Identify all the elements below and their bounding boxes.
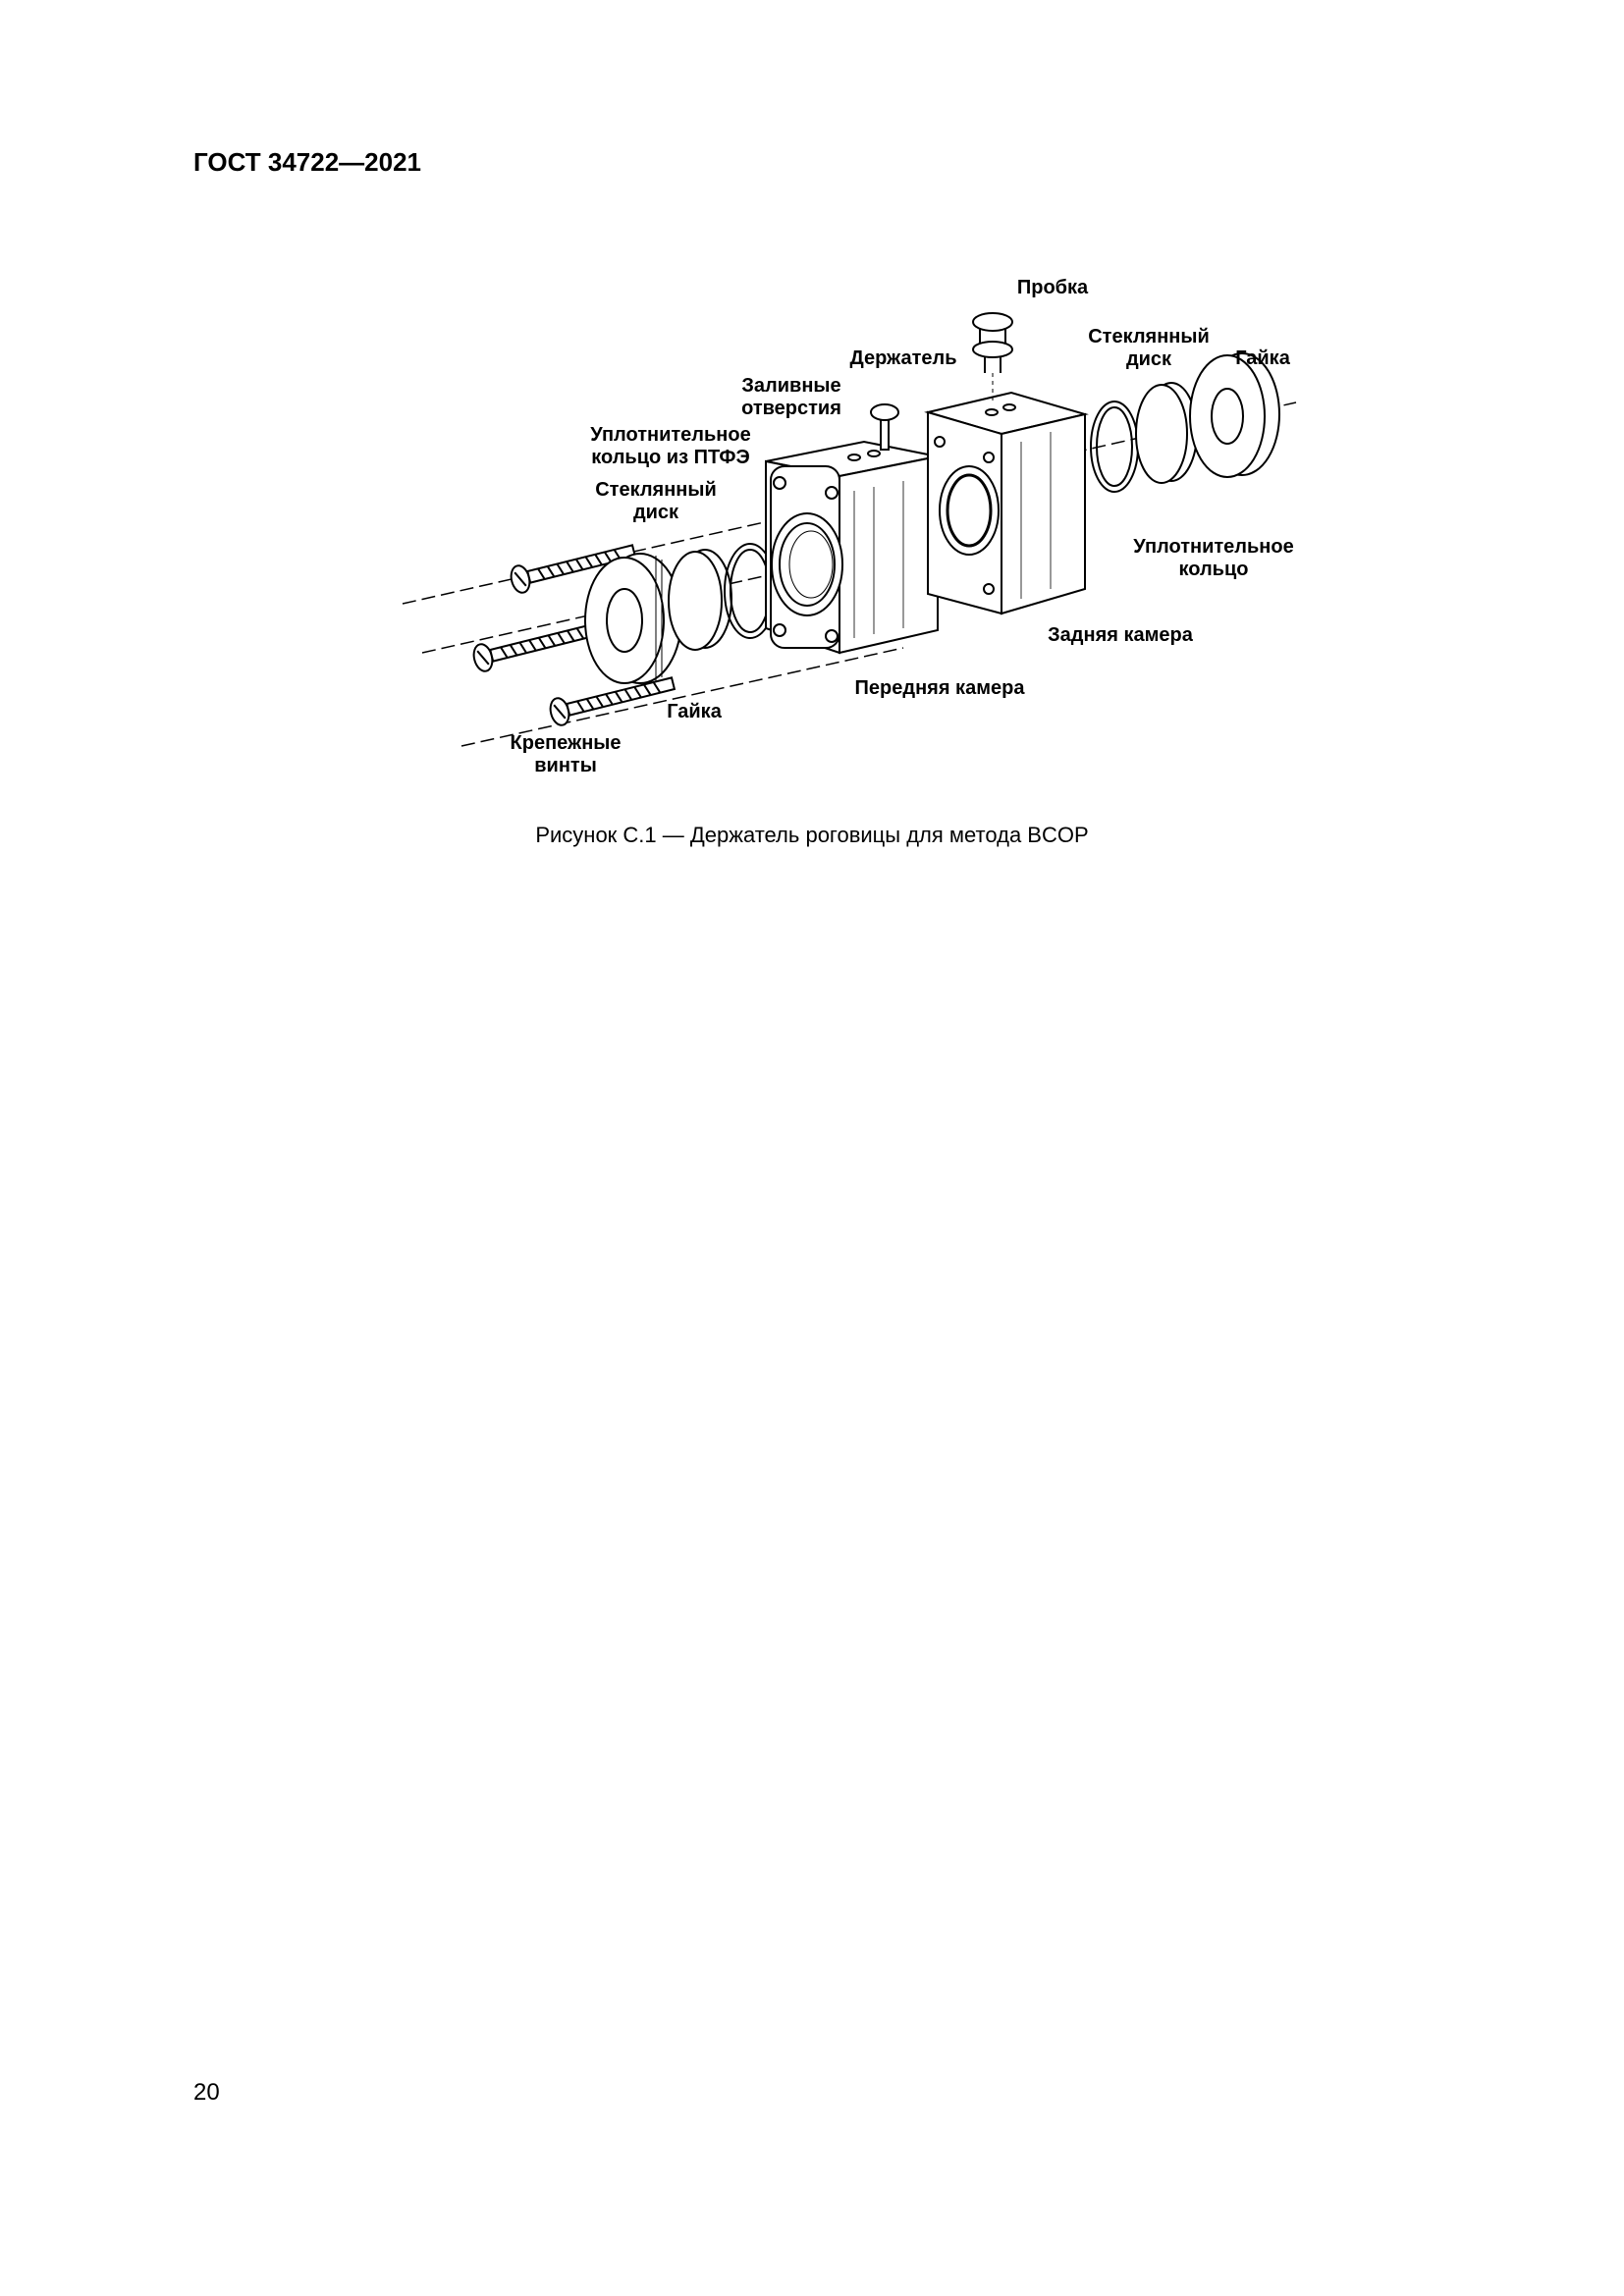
label-nut-right: Гайка [1235, 347, 1290, 369]
label-ptfe-ring: Уплотнительное кольцо из ПТФЭ [590, 424, 751, 468]
label-holder: Держатель [849, 347, 957, 369]
left-nut [585, 554, 681, 683]
label-plug: Пробка [1016, 277, 1089, 298]
label-glass-disc-left: Стеклянный диск [595, 479, 717, 523]
label-front-chamber: Передняя камера [854, 677, 1025, 699]
right-glass-disc [1136, 383, 1197, 483]
label-sealing-ring: Уплотнительное кольцо [1133, 536, 1294, 580]
label-rear-chamber: Задняя камера [1048, 624, 1193, 646]
page-header: ГОСТ 34722—2021 [193, 147, 421, 177]
label-screws: Крепежные винты [510, 732, 622, 776]
label-fill-holes: Заливные отверстия [741, 375, 841, 419]
figure-caption: Рисунок С.1 — Держатель роговицы для метода BCOP [535, 823, 1089, 847]
label-glass-disc-right: Стеклянный диск [1088, 326, 1210, 370]
front-chamber [766, 404, 938, 653]
page-number: 20 [193, 2079, 220, 2106]
label-nut-left: Гайка [667, 701, 722, 722]
figure [393, 265, 1316, 805]
left-glass-disc [669, 550, 731, 650]
right-nut [1190, 353, 1279, 477]
